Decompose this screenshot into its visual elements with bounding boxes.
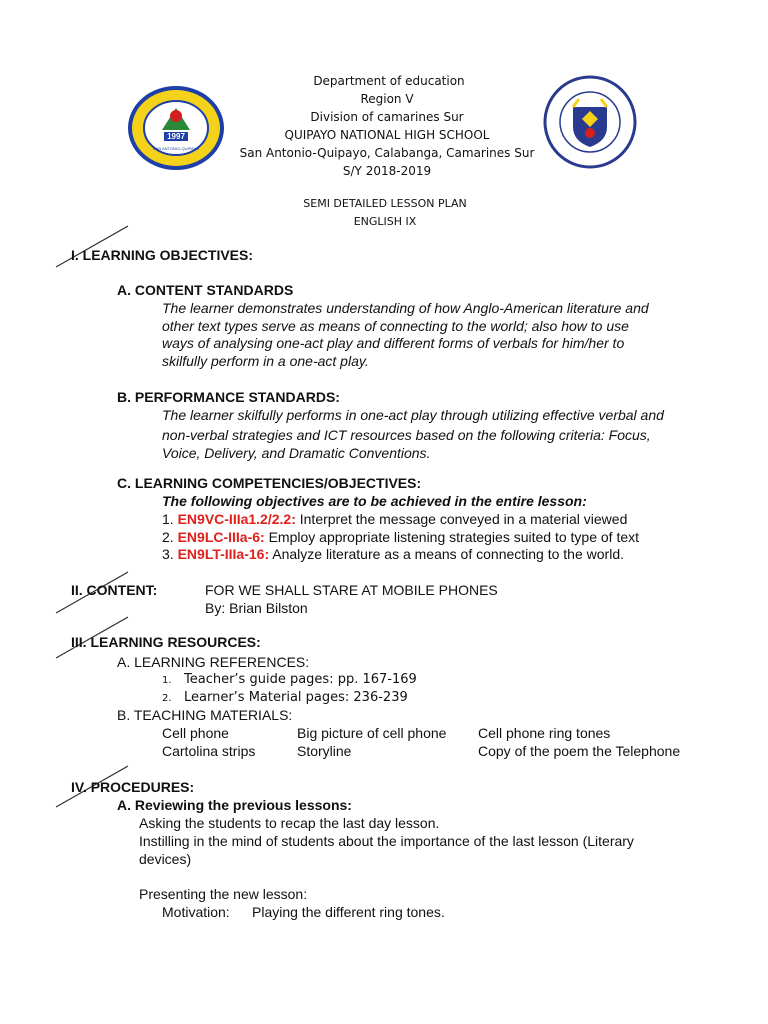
document-title: SEMI DETAILED LESSON PLAN bbox=[303, 197, 467, 210]
motivation-label: Motivation: bbox=[162, 904, 230, 920]
objective-2-code: EN9LC-IIIa-6: bbox=[177, 529, 265, 545]
objective-1-code: EN9VC-IIIa1.2/2.2: bbox=[177, 511, 296, 527]
section-learning-resources-heading: III. LEARNING RESOURCES: bbox=[71, 634, 261, 650]
reference-2 bbox=[162, 689, 408, 707]
reference-1 bbox=[162, 671, 417, 689]
header-division: Division of camarines Sur bbox=[310, 110, 464, 124]
reviewing-line-3: devices) bbox=[139, 851, 192, 867]
school-seal-year: 1997 bbox=[167, 132, 185, 141]
performance-standards-text-3: Voice, Delivery, and Dramatic Conventions. bbox=[162, 445, 431, 461]
learning-references-heading: A. LEARNING REFERENCES: bbox=[117, 654, 310, 670]
header-department: Department of education bbox=[313, 74, 465, 88]
material-big-picture: Big picture of cell phone bbox=[297, 725, 447, 741]
content-standards-text-1: The learner demonstrates understanding of how Anglo-American literature and bbox=[162, 300, 649, 316]
performance-standards-text-1: The learner skilfully performs in one-act play through utilizing effective verbal and bbox=[162, 407, 664, 423]
reference-1-number: 1. bbox=[162, 675, 172, 686]
header-school-name: QUIPAYO NATIONAL HIGH SCHOOL bbox=[284, 128, 490, 142]
material-storyline: Storyline bbox=[297, 743, 352, 759]
competencies-intro: The following objectives are to be achieved in the entire lesson: bbox=[162, 493, 587, 509]
reference-2-number: 2. bbox=[162, 693, 172, 704]
reviewing-line-2: Instilling in the mind of students about the importance of the last lesson (Literary bbox=[139, 833, 634, 849]
document-subtitle: ENGLISH IX bbox=[353, 215, 417, 228]
objective-1-number: 1. bbox=[162, 511, 178, 527]
content-author: By: Brian Bilston bbox=[205, 600, 308, 616]
content-standards-heading: A. CONTENT STANDARDS bbox=[117, 282, 294, 298]
header-address: San Antonio-Quipayo, Calabanga, Camarines Sur bbox=[239, 146, 535, 160]
objective-3-text: Analyze literature as a means of connecting to the world. bbox=[269, 546, 624, 562]
competencies-heading: C. LEARNING COMPETENCIES/OBJECTIVES: bbox=[117, 475, 422, 491]
performance-standards-text-2: non-verbal strategies and ICT resources based on the following criteria: Focus, bbox=[162, 427, 651, 443]
objective-3-code: EN9LT-IIIa-16: bbox=[177, 546, 270, 562]
reviewing-heading: A. Reviewing the previous lessons: bbox=[117, 797, 352, 813]
presenting-new-lesson: Presenting the new lesson: bbox=[139, 886, 308, 902]
material-ring-tones: Cell phone ring tones bbox=[478, 725, 611, 741]
reference-1-text: Teacher’s guide pages: pp. 167-169 bbox=[184, 672, 417, 687]
objective-1 bbox=[162, 511, 627, 529]
objective-3 bbox=[162, 546, 624, 564]
content-standards-text-4: skilfully perform in a one-act play. bbox=[162, 353, 369, 369]
svg-text:SAN ANTONIO-QUIPAYO: SAN ANTONIO-QUIPAYO bbox=[152, 146, 200, 151]
objective-1-text: Interpret the message conveyed in a material viewed bbox=[295, 511, 628, 527]
objective-2 bbox=[162, 529, 639, 547]
objective-2-number: 2. bbox=[162, 529, 178, 545]
material-poem-copy: Copy of the poem the Telephone bbox=[478, 743, 681, 759]
motivation-text: Playing the different ring tones. bbox=[252, 904, 445, 920]
objective-3-number: 3. bbox=[162, 546, 178, 562]
content-title: FOR WE SHALL STARE AT MOBILE PHONES bbox=[205, 582, 498, 598]
performance-standards-heading: B. PERFORMANCE STANDARDS: bbox=[117, 389, 340, 405]
reference-2-text: Learner’s Material pages: 236-239 bbox=[184, 690, 408, 705]
section-procedures-heading: IV. PROCEDURES: bbox=[71, 779, 195, 795]
section-learning-objectives-heading: I. LEARNING OBJECTIVES: bbox=[71, 247, 254, 263]
reviewing-line-1: Asking the students to recap the last day lesson. bbox=[139, 815, 440, 831]
section-content-heading: II. CONTENT: bbox=[71, 582, 158, 598]
objective-2-text: Employ appropriate listening strategies suited to type of text bbox=[264, 529, 640, 545]
header-school-year: S/Y 2018-2019 bbox=[342, 164, 432, 178]
material-cell-phone: Cell phone bbox=[162, 725, 229, 741]
content-standards-text-3: ways of analysing one-act play and different forms of verbals for him/her to bbox=[162, 335, 625, 351]
content-standards-text-2: other text types serve as means of connecting to the world; also how to use bbox=[162, 318, 629, 334]
header-region: Region V bbox=[360, 92, 414, 106]
teaching-materials-heading: B. TEACHING MATERIALS: bbox=[117, 707, 293, 723]
material-cartolina: Cartolina strips bbox=[162, 743, 256, 759]
